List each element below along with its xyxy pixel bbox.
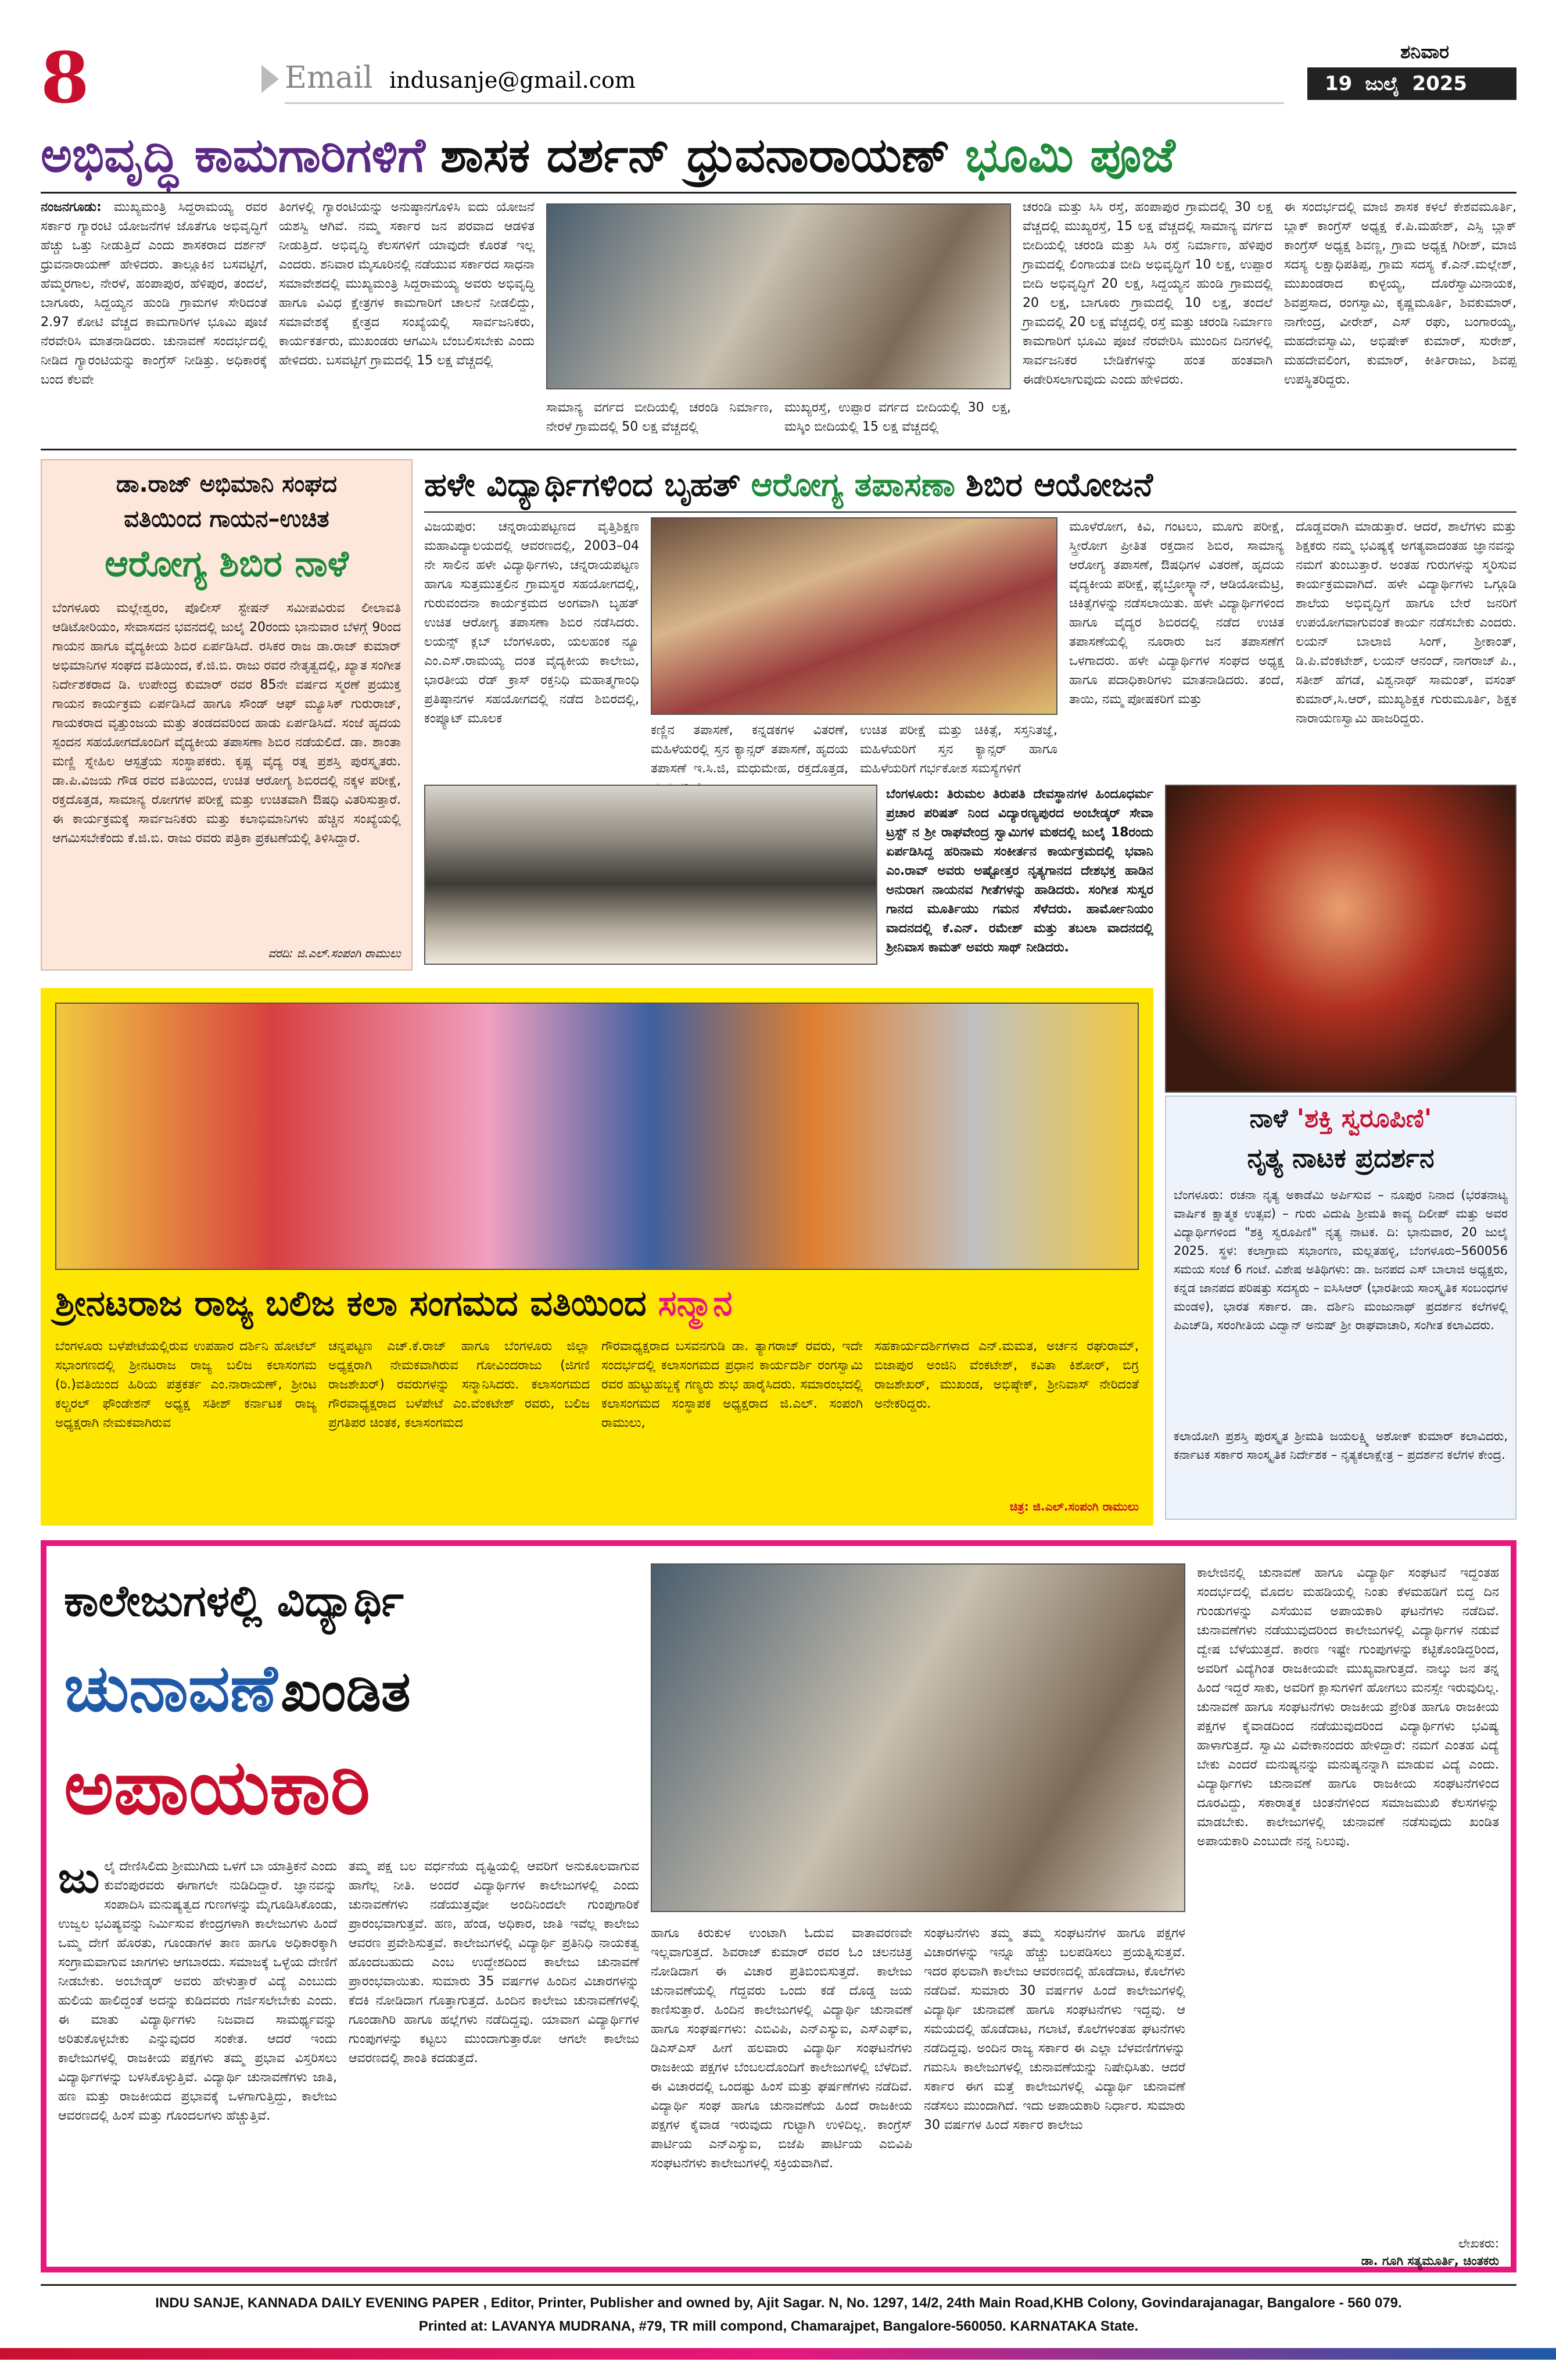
story3-col4: ಮೂಳೆರೋಗ, ಕಿವಿ, ಗಂಟಲು, ಮೂಗು ಪರೀಕ್ಷೆ, ಸ್ತ್ರೀರೋಗ ಪ್ರೀತಿತ ರಕ್ತದಾನ ಶಿಬಿರ, ಸಾಮಾನ್ಯ ಆರೋಗ್ಯ ತಪಾಸಣೆ, ಔಷಧಿಗಳ ವಿತರಣೆ, ಹೃದಯ ವೈದ್ಯಕೀಯ ಪರೀಕ್ಷೆ, ಫೈಬ್ರೋಸ್ಕ್ಯಾನ್, ಆಡಿಯೋಮೆಟ್ರಿ, ಚಿಕಿತ್ಸೆಗಳನ್ನು ನಡೆಸಲಾಯಿತು. ಹಳೇ ವಿದ್ಯಾರ್ಥಿಗಳಿಂದ ಹಾಗೂ ವೈದ್ಯರ ಶಿಬಿರದಲ್ಲಿ ನಡೆದ ಉಚಿತ ತಪಾಸಣೆಯಲ್ಲಿ ನೂರಾರು ಜನ ತಪಾಸಣೆಗೆ ಒಳಗಾದರು. ಹಳೇ ವಿದ್ಯಾರ್ಥಿಗಳ ಸಂಘದ ಅಧ್ಯಕ್ಷ ಹಾಗೂ ಪದಾಧಿಕಾರಿಗಳು ಮಾತನಾಡಿದರು. ತಂದೆ, ತಾಯಿ, ನಮ್ಮ ಪೋಷಕರಿಗೆ ಮತ್ತು bbox=[1069, 520, 1284, 707]
story7-col3: ಹಾಗೂ ಕಿರುಕುಳ ಉಂಟಾಗಿ ಓದುವ ವಾತಾವರಣವೇ ಇಲ್ಲವಾಗುತ್ತದೆ. ಶಿವರಾಜ್ ಕುಮಾರ್ ರವರ ಓಂ ಚಲನಚಿತ್ರ ನೋಡಿದಾಗ ಈ ವಿಚಾರ ಪ್ರತಿಬಿಂಬಿಸುತ್ತದೆ. ಕಾಲೇಜು ಚುನಾವಣೆಯಲ್ಲಿ ಗೆದ್ದವರು ಒಂದು ಕಡೆ ದೊಡ್ಡ ಜಯ ಕಾಣಿಸುತ್ತಾರೆ. ಹಿಂದಿನ ಕಾಲೇಜುಗಳಲ್ಲಿ ವಿದ್ಯಾರ್ಥಿ ಚುನಾವಣೆ ಹಾಗೂ ಸಂಘರ್ಷಗಳು: ಎಬಿವಿಪಿ, ಎನ್ಎಸ್ಯುಐ, ಎಸ್ಎಫ್ಐ, ಡಿಎಸ್ಎಸ್ ಹೀಗೆ ಹಲವಾರು ವಿದ್ಯಾರ್ಥಿ ಸಂಘಟನೆಗಳು ರಾಜಕೀಯ ಪಕ್ಷಗಳ ಬೆಂಬಲದೊಂದಿಗೆ ಕಾಲೇಜುಗಳಲ್ಲಿ ಬೆಳೆದಿವೆ. ಈ ವಿಚಾರದಲ್ಲಿ ಒಂದಷ್ಟು ಹಿಂಸೆ ಮತ್ತು ಘರ್ಷಣೆಗಳು ನಡೆದಿವೆ. ವಿದ್ಯಾರ್ಥಿ ಸಂಘ ಹಾಗೂ ಚುನಾವಣೆಯ ಹಿಂದೆ ರಾಜಕೀಯ ಪಕ್ಷಗಳ ಕೈವಾಡ ಇರುವುದು ಗುಟ್ಟಾಗಿ ಉಳಿದಿಲ್ಲ. ಕಾಂಗ್ರೆಸ್ ಪಾರ್ಟಿಯ ಎನ್ಎಸ್ಯುಐ, ಬಿಜೆಪಿ ಪಾರ್ಟಿಯ ಎಬಿವಿಪಿ ಸಂಘಟನೆಗಳು ಕಾಲೇಜುಗಳಲ್ಲಿ ಸಕ್ರಿಯವಾಗಿವೆ. bbox=[651, 1926, 912, 2171]
story6-photo bbox=[55, 1003, 1139, 1270]
day-name: ಶನಿವಾರ bbox=[1400, 41, 1450, 63]
date-year: 2025 bbox=[1412, 72, 1468, 95]
footer-color-bar bbox=[0, 2348, 1556, 2360]
story3-headline-b: ಆರೋಗ್ಯ ತಪಾಸಣಾ bbox=[751, 466, 956, 504]
story7-byline bbox=[1197, 2235, 1499, 2270]
story1-headline-c: ಭೂಮಿ ಪೂಜೆ bbox=[965, 127, 1175, 183]
story3-photo bbox=[651, 517, 1057, 715]
story7-headline-2b: ಖಂಡಿತ bbox=[280, 1659, 411, 1724]
story7-col1 bbox=[58, 1853, 337, 2258]
footer-rule bbox=[41, 2284, 1516, 2286]
story3-col5: ದೊಡ್ಡವರಾಗಿ ಮಾಡುತ್ತಾರೆ. ಆದರೆ, ಶಾಲೆಗಳು ಮತ್ತು ಶಿಕ್ಷಕರು ನಮ್ಮ ಭವಿಷ್ಯಕ್ಕೆ ಅಗತ್ಯವಾದಂತಹ ಜ್ಞಾನವನ್ನು ನಮಗೆ ತುಂಬುತ್ತಾರೆ. ಅಂತಹ ಗುರುಗಳನ್ನು ಸ್ಮರಿಸುವ ಕಾರ್ಯಕ್ರಮವಾಗಿದೆ. ಹಳೇ ವಿದ್ಯಾರ್ಥಿಗಳು ಒಗ್ಗೂಡಿ ಶಾಲೆಯ ಅಭಿವೃದ್ಧಿಗೆ ಹಾಗೂ ಬೇರೆ ಜನರಿಗೆ ಉಪಯೋಗವಾಗುವಂತೆ ಕಾರ್ಯ ನಡೆಸಬೇಕು ಎಂದರು. ಲಯನ್ ಬಾಲಾಜಿ ಸಿಂಗ್, ಶ್ರೀಕಾಂತ್, ಡಿ.ಪಿ.ವೆಂಕಟೇಶ್, ಲಯನ್ ಆನಂದ್, ನಾಗರಾಜ್ ಪಿ., ಸತೀಶ್ ಹೆಗಡೆ, ವಿಶ್ವನಾಥ್ ಸಾಮಂತ್, ವಸಂತ್ ಕುಮಾರ್,ಸಿ.ಆರ್, ಮುಖ್ಯಶಿಕ್ಷಕ ಗುರುಮೂರ್ತಿ, ಶಿಕ್ಷಕ ನಾರಾಯಣಸ್ವಾಮಿ ಹಾಜರಿದ್ದರು. bbox=[1296, 520, 1516, 726]
story2-headline: ಆರೋಗ್ಯ ಶಿಬಿರ ನಾಳೆ bbox=[105, 542, 349, 585]
story1-headline-a: ಅಭಿವೃದ್ಧಿ ಕಾಮಗಾರಿಗಳಿಗೆ bbox=[41, 127, 425, 183]
story7-headline-2 bbox=[64, 1645, 645, 1751]
footer-line1: INDU SANJE, KANNADA DAILY EVENING PAPER , Editor, Printer, Publisher and owned by, Ajit Sagar. N, No. 1297, 14/2, 24th Main Road,KHB Colony, Govindarajanagar, Bangalore - 560 079. bbox=[155, 2295, 1402, 2311]
footer-line2: Printed at: LAVANYA MUDRANA, #79, TR mill compond, Chamarajpet, Bangalore-560050. KARNATAKA State. bbox=[418, 2318, 1139, 2334]
story6-col4: ಸಹಕಾರ್ಯದರ್ಶಿಗಳಾದ ಎನ್.ಮಮತ, ಅರ್ಚನ ರಘುರಾಮ್, ಬಿಜಾಪುರ ಅಂಜಿನಿ ವೆಂಕಟೇಶ್, ಕವಿತಾ ಕಿಶೋರ್, ಬಿಗ್ರ ರಾಜಶೇಖರ್, ಮುಖಂಡ, ಅಭಿಷ್ಠೇಕ್, ಶ್ರೀನಿವಾಸ್ ನೇರಿದಂತೆ ಅನೇಕರಿದ್ದರು. bbox=[874, 1339, 1139, 1411]
story6-headline-b: ಸನ್ಮಾನ bbox=[658, 1283, 733, 1324]
story4-body: ಬೆಂಗಳೂರು: ತಿರುಮಲ ತಿರುಪತಿ ದೇವಸ್ಥಾನಗಳ ಹಿಂದೂಧರ್ಮ ಪ್ರಚಾರ ಪರಿಷತ್ ನಿಂದ ವಿದ್ಯಾರಣ್ಯಪುರದ ಅಂಬೇಡ್ಕರ್ ಸೇವಾ ಟ್ರಸ್ಟ್ ನ ಶ್ರೀ ರಾಘವೇಂದ್ರ ಸ್ವಾಮಿಗಳ ಮಠದಲ್ಲಿ ಜುಲೈ 18ರಂದು ಏರ್ಪಡಿಸಿದ್ದ ಹರಿನಾಮ ಸಂಕೀರ್ತನ ಕಾರ್ಯಕ್ರಮದಲ್ಲಿ ಭವಾನಿ ಎಂ.ರಾವ್ ಅವರು ಅಷ್ಟೋತ್ತರ ನೃತ್ಯಗಾನದ ದೇಶಭಕ್ತ ಹಾಡಿನ ಅನುರಾಗ ನಾಯನವ ಗೀತೆಗಳನ್ನು ಹಾಡಿದರು. ಸಂಗೀತ ಸುಸ್ವರ ಗಾನದ ಮೂರ್ತಿಯು ಗಮನ ಸೆಳೆದರು. ಹಾರ್ಮೋನಿಯಂ ವಾದನದಲ್ಲಿ ಕೆ.ಎನ್. ರಮೇಶ್ ಮತ್ತು ತಬಲಾ ವಾದನದಲ್ಲಿ ಶ್ರೀನಿವಾಸ ಕಾಮತ್ ಅವರು ಸಾಥ್ ನೀಡಿದರು. bbox=[886, 787, 1153, 955]
story2-kicker-1: ಡಾ.ರಾಜ್ ಅಭಿಮಾನಿ ಸಂಘದ bbox=[116, 471, 338, 498]
story1-col1-text: ಮುಖ್ಯಮಂತ್ರಿ ಸಿದ್ದರಾಮಯ್ಯ ರವರ ಸರ್ಕಾರ ಗ್ಯಾರಂಟಿ ಯೋಜನೆಗಳ ಜೊತೆಗೂ ಅಭಿವೃದ್ಧಿಗೆ ಹೆಚ್ಚು ಒತ್ತು ನೀಡುತ್ತಿದೆ ಎಂದು ಶಾಸಕರಾದ ದರ್ಶನ್ ಧ್ರುವನಾರಾಯಣ್ ಹೇಳಿದರು. ತಾಲ್ಲೂಕಿನ ಬಸವಟ್ಟಿಗೆ, ಹೆಮ್ಮರಗಾಲ, ನೇರಳೆ, ಹಂಪಾಪುರ, ಹೆಳಿಪುರ, ತಂದಲೆ, ಬಾಗೂರು, ಸಿದ್ದಯ್ಯನ ಹುಂಡಿ ಗ್ರಾಮಗಳ ಸೇರಿದಂತೆ 2.97 ಕೋಟಿ ವೆಚ್ಚದ ಕಾಮಗಾರಿಗಳ ಭೂಮಿ ಪೂಜೆ ನೆರವೇರಿಸಿ ಮಾತನಾಡಿದರು. ಚುನಾವಣೆ ಸಂದರ್ಭದಲ್ಲಿ ನೀಡಿದ ಗ್ಯಾರಂಟಿಯನ್ನು ಕಾಂಗ್ರೆಸ್ ನೀಡಿತ್ತು. ಅಧಿಕಾರಕ್ಕೆ ಬಂದ ಕೆಲವೇ bbox=[41, 200, 267, 387]
story2-credit: ವರದಿ: ಜಿ.ಎಲ್.ಸಂಪಂಗಿ ರಾಮುಲು bbox=[268, 946, 401, 960]
story2-kicker-2: ವತಿಯಿಂದ ಗಾಯನ–ಉಚಿತ bbox=[124, 506, 329, 532]
story1-col2: ತಿಂಗಳಲ್ಲಿ ಗ್ಯಾರಂಟಿಯನ್ನು ಅನುಷ್ಠಾನಗೊಳಿಸಿ ಐದು ಯೋಜನೆ ಯಶಸ್ವಿ ಆಗಿವೆ. ನಮ್ಮ ಸರ್ಕಾರ ಜನ ಪರವಾದ ಆಡಳಿತ ನೀಡುತ್ತಿದೆ. ಅಭಿವೃದ್ಧಿ ಕೆಲಸಗಳಿಗೆ ಯಾವುದೇ ಕೊರತೆ ಇಲ್ಲ ಎಂದರು. ಶನಿವಾರ ಮೈಸೂರಿನಲ್ಲಿ ನಡೆಯುವ ಸರ್ಕಾರದ ಸಾಧನಾ ಸಮಾವೇಶದಲ್ಲಿ ಮುಖ್ಯಮಂತ್ರಿ ಸಿದ್ದರಾಮಯ್ಯ ಅವರು ಅಭಿವೃದ್ಧಿ ಹಾಗೂ ವಿವಿಧ ಕ್ಷೇತ್ರಗಳ ಕಾಮಗಾರಿಗೆ ಚಾಲನೆ ನೀಡಲಿದ್ದು, ಸಮಾವೇಶಕ್ಕೆ ಕ್ಷೇತ್ರದ ಸಂಖ್ಯೆಯಲ್ಲಿ ಸಾರ್ವಜನಿಕರು, ಕಾರ್ಯಕರ್ತರು, ಮುಖಂಡರು ಆಗಮಿಸಿ ಬೆಂಬಲಿಸಬೇಕು ಎಂದು ಹೇಳಿದರು. ಬಸವಟ್ಟಿಗೆ ಗ್ರಾಮದಲ್ಲಿ 15 ಲಕ್ಷ ವೆಚ್ಚದಲ್ಲಿ bbox=[279, 200, 535, 368]
date-month: ಜುಲೈ bbox=[1365, 72, 1400, 95]
story1-col4: ಮುಖ್ಯರಸ್ತೆ, ಉಪ್ಪಾರ ವರ್ಗದ ಬೀದಿಯಲ್ಲಿ 30 ಲಕ್ಷ, ಮಸ್ಕಿಂ ಬೀದಿಯಲ್ಲಿ 15 ಲಕ್ಷ ವೆಚ್ಚದಲ್ಲಿ bbox=[784, 400, 1011, 434]
story7-dropcap: ಜು bbox=[58, 1853, 100, 1902]
story6-credit: ಚಿತ್ರ: ಜಿ.ಎಲ್.ಸಂಪಂಗಿ ರಾಮುಲು bbox=[1009, 1499, 1139, 1513]
story3-headline bbox=[424, 462, 1516, 509]
email-label: Email bbox=[285, 60, 373, 95]
story3-headline-a: ಹಳೇ ವಿದ್ಯಾರ್ಥಿಗಳಿಂದ ಬೃಹತ್ bbox=[424, 466, 741, 504]
story7-author-label: ಲೇಖಕರು: bbox=[1458, 2236, 1499, 2250]
story3-col2: ಕಣ್ಣಿನ ತಪಾಸಣೆ, ಕನ್ನಡಕಗಳ ವಿತರಣೆ, ಮಹಿಳೆಯರಲ್ಲಿ ಸ್ತನ ಕ್ಯಾನ್ಸರ್ ತಪಾಸಣೆ, ಹೃದಯ ತಪಾಸಣೆ ಇ.ಸಿ.ಜಿ, ಮಧುಮೇಹ, ರಕ್ತದೊತ್ತಡ, bbox=[651, 723, 848, 776]
story1-photo bbox=[546, 203, 1011, 389]
story5-kicker-a: ನಾಳೆ bbox=[1249, 1104, 1288, 1133]
story3-rule bbox=[424, 511, 1516, 513]
story3-col1: ವಿಜಯಪುರ: ಚನ್ನರಾಯಪಟ್ಟಣದ ವೃತ್ತಿಶಿಕ್ಷಣ ಮಹಾವಿದ್ಯಾಲಯದಲ್ಲಿ ಆವರಣದಲ್ಲಿ, 2003–04 ನೇ ಸಾಲಿನ ಹಳೇ ವಿದ್ಯಾರ್ಥಿಗಳು, ಚನ್ನರಾಯಪಟ್ಟಣ ಹಾಗೂ ಸುತ್ತಮುತ್ತಲಿನ ಗ್ರಾಮಸ್ಥರ ಸಹಯೋಗದಲ್ಲಿ, ಗುರುವಂದನಾ ಕಾರ್ಯಕ್ರಮದ ಅಂಗವಾಗಿ ಬೃಹತ್ ಉಚಿತ ಆರೋಗ್ಯ ತಪಾಸಣಾ ಶಿಬಿರ ನಡೆಸಿದರು. ಲಯನ್ಸ್ ಕ್ಲಬ್ ಬೆಂಗಳೂರು, ಯಲಹಂಕ ನ್ಯೂ ಎಂ.ಎಸ್.ರಾಮಯ್ಯ ದಂತ ವೈದ್ಯಕೀಯ ಕಾಲೇಜು, ಭಾರತೀಯ ರೆಡ್ ಕ್ರಾಸ್ ರಕ್ತನಿಧಿ ಮಹಾತ್ಮಗಾಂಧಿ ಪ್ರತಿಷ್ಠಾನಗಳ ಸಹಯೋಗದಲ್ಲಿ ನಡೆದ ಶಿಬಿರದಲ್ಲಿ, ಕಂಪ್ಯೂಟ್ ಮೂಲಕ bbox=[424, 520, 639, 726]
story2-body: ಬೆಂಗಳೂರು ಮಲ್ಲೇಶ್ವರಂ, ಪೊಲೀಸ್ ಸ್ಟೇಷನ್ ಸಮೀಪವಿರುವ ಲೀಲಾವತಿ ಆಡಿಟೋರಿಯಂ, ಸೇವಾಸದನ ಭವನದಲ್ಲಿ ಜುಲೈ 20ರಂದು ಭಾನುವಾರ ಬೆಳಗ್ಗೆ 9ರಿಂದ ಗಾಯನ ಹಾಗೂ ವೈದ್ಯಕೀಯ ಶಿಬಿರ ಏರ್ಪಡಿಸಿದೆ. ರಸಿಕರ ರಾಜ ಡಾ.ರಾಜ್ ಕುಮಾರ್ ಅಭಿಮಾನಿಗಳ ಸಂಘದ ವತಿಯಿಂದ, ಕೆ.ಜಿ.ಬಿ. ರಾಜು ರವರ ನೇತೃತ್ವದಲ್ಲಿ, ಖ್ಯಾತ ಸಂಗೀತ ನಿರ್ದೇಶಕರಾದ ಡಿ. ಉಪೇಂದ್ರ ಕುಮಾರ್ ರವರ 85ನೇ ವರ್ಷದ ಸ್ಮರಣೆ ಪ್ರಯುಕ್ತ ಗಾಯನ ಕಾರ್ಯಕ್ರಮ ಏರ್ಪಡಿಸಿದೆ ಹಾಗೂ ಸೌಂಡ್ ಆಫ್ ಮ್ಯೂಸಿಕ್ ಗುರುರಾಜ್, ಗಾಯಕರಾದ ವೃತ್ತುಂಜಯ ಮತ್ತು ತಂಡದವರಿಂದ ಹಾಡು ಏರ್ಪಡಿಸಿದೆ. ಸಂಜೆ ಹೃದಯ ಸ್ಪಂದನ ಸಹಯೋಗದೊಂದಿಗೆ ವೈದ್ಯಕೀಯ ತಪಾಸಣಾ ಶಿಬಿರ ನಡೆಯಲಿದೆ. ಡಾ. ಶಾಂತಾ ಮಣ್ಣಿ ಸ್ನೇಹಿಲ ಆಸ್ಪತ್ರೆಯ ಸಂಸ್ಥಾಪಕರು. ಕೃಷ್ಣ ವೈದ್ಯ ರತ್ನ ಪ್ರಶಸ್ತಿ ಪುರಸ್ಕೃತರು. ಡಾ.ಪಿ.ವಿಜಯ ಗೌಡ ರವರ ವತಿಯಿಂದ, ಉಚಿತ ಆರೋಗ್ಯ ಶಿಬಿರದಲ್ಲಿ ನಕ್ಕಳ ಪರೀಕ್ಷೆ, ರಕ್ತದೊತ್ತಡ, ಸಾಮಾನ್ಯ ರೋಗಗಳ ಪರೀಕ್ಷೆ ಮತ್ತು ಉಚಿತವಾಗಿ ಔಷಧಿ ವಿತರಿಸುತ್ತಾರೆ. ಈ ಕಾರ್ಯಕ್ರಮಕ್ಕೆ ಸಾರ್ವಜನಿಕರು ಮತ್ತು ಕಲಾಭಿಮಾನಿಗಳು ಹೆಚ್ಚಿನ ಸಂಖ್ಯೆಯಲ್ಲಿ ಆಗಮಿಸಬೇಕೆಂದು ಕೆ.ಜಿ.ಬಿ. ರಾಜು ರವರು ಪತ್ರಿಕಾ ಪ್ರಕಟಣೆಯಲ್ಲಿ ತಿಳಿಸಿದ್ದಾರೆ. bbox=[52, 601, 401, 846]
story7-photo bbox=[651, 1563, 1185, 1912]
story1-col1 bbox=[41, 198, 267, 442]
story6-col2: ಚನ್ನಪಟ್ಟಣ ಎಚ್.ಕೆ.ರಾಜ್ ಹಾಗೂ ಬೆಂಗಳೂರು ಜಿಲ್ಲಾ ಅಧ್ಯಕ್ಷರಾಗಿ ನೇಮಕವಾಗಿರುವ ಗೋವಿಂದರಾಜು (ಜಿಗಣಿ ರಾಜಶೇಖರ್) ರವರುಗಳನ್ನು ಸನ್ಮಾನಿಸಿದರು. ಕಲಾಸಂಗಮದ ಗೌರವಾಧ್ಯಕ್ಷರಾದ ಬಳೆಪೇಟೆ ಎಂ.ವೆಂಕಟೇಶ್ ರವರು, ಬಲಿಜ ಪ್ರಗತಿಪರ ಚಿಂತಕ, ಕಲಾಸಂಗಮದ bbox=[328, 1339, 590, 1430]
date-box bbox=[1307, 67, 1516, 100]
story1-col6: ಈ ಸಂದರ್ಭದಲ್ಲಿ ಮಾಜಿ ಶಾಸಕ ಕಳಲೆ ಕೇಶವಮೂರ್ತಿ, ಬ್ಲಾಕ್ ಕಾಂಗ್ರೆಸ್ ಅಧ್ಯಕ್ಷ ಕೆ.ಪಿ.ಮಹೇಶ್, ಎಸ್ಸಿ ಬ್ಲಾಕ್ ಕಾಂಗ್ರೆಸ್ ಅಧ್ಯಕ್ಷ ಶಿವಣ್ಣ, ಗ್ರಾಮ ಅಧ್ಯಕ್ಷ ಗಿರೀಶ್, ಮಾಜಿ ಸದಸ್ಯ ಲಕ್ಷಾಧಿಪತಿಪ್ಪ, ಗ್ರಾಮ ಸದಸ್ಯ ಕೆ.ಎನ್.ಮಲ್ಲೇಶ್, ಮುಖಂಡರಾದ ಕುಳ್ಳಯ್ಯ, ದೊರೆಸ್ವಾಮಿನಾಯಕ, ಶಿವಪ್ರಸಾದ, ರಂಗಸ್ವಾಮಿ, ಕೃಷ್ಣಮೂರ್ತಿ, ಶಿವಕುಮಾರ್, ನಾಗೇಂದ್ರ, ವೀರೇಶ್, ಎಸ್ ರಘು, ಬಂಗಾರಯ್ಯ, ಮಹದೇವಸ್ವಾಮಿ, ಅಭಿಷೇಕ್ ಕುಮಾರ್, ಸುರೇಶ್, ಮಹದೇವಲಿಂಗ, ಕುಮಾರ್, ಕೀರ್ತಿರಾಜು, ಶಿವಪ್ಪ ಉಪಸ್ಥಿತರಿದ್ದರು. bbox=[1284, 200, 1516, 387]
email-address: indusanje@gmail.com bbox=[389, 67, 636, 93]
story7-headline-3: ಅಪಾಯಕಾರಿ bbox=[64, 1743, 371, 1831]
email-arrow-icon bbox=[261, 65, 279, 93]
story5-headline: ನೃತ್ಯ ನಾಟಕ ಪ್ರದರ್ಶನ bbox=[1247, 1142, 1435, 1173]
story1-col3: ಸಾಮಾನ್ಯ ವರ್ಗದ ಬೀದಿಯಲ್ಲಿ ಚರಂಡಿ ನಿರ್ಮಾಣ, ನೇರಳೆ ಗ್ರಾಮದಲ್ಲಿ 50 ಲಕ್ಷ ವೆಚ್ಚದಲ್ಲಿ bbox=[546, 400, 773, 434]
story6-headline bbox=[55, 1279, 1139, 1329]
story1-col5: ಚರಂಡಿ ಮತ್ತು ಸಿಸಿ ರಸ್ತೆ, ಹಂಪಾಪುರ ಗ್ರಾಮದಲ್ಲಿ 30 ಲಕ್ಷ ವೆಚ್ಚದಲ್ಲಿ ಮುಖ್ಯರಸ್ತೆ, 15 ಲಕ್ಷ ವೆಚ್ಚದಲ್ಲಿ ಸಾಮಾನ್ಯ ವರ್ಗದ ಬೀದಿಯಲ್ಲಿ ಚರಂಡಿ ಮತ್ತು ಸಿಸಿ ರಸ್ತೆ ನಿರ್ಮಾಣ, ಹೆಳಿಪುರ ಗ್ರಾಮದಲ್ಲಿ ಲಿಂಗಾಯತ ಬೀದಿ ಅಭಿವೃದ್ಧಿಗೆ 10 ಲಕ್ಷ, ಉಪ್ಪಾರ ಬೀದಿ ಅಭಿವೃದ್ಧಿಗೆ 20 ಲಕ್ಷ, ಸಿದ್ದಯ್ಯನ ಹುಂಡಿ ಗ್ರಾಮದಲ್ಲಿ 20 ಲಕ್ಷ, ಬಾಗೂರು ಗ್ರಾಮದಲ್ಲಿ 10 ಲಕ್ಷ, ತಂದಲೆ ಗ್ರಾಮದಲ್ಲಿ 20 ಲಕ್ಷ ವೆಚ್ಚದಲ್ಲಿ ರಸ್ತೆ ಮತ್ತು ಚರಂಡಿ ನಿರ್ಮಾಣ ಕಾಮಗಾರಿಗೆ ಭೂಮಿ ಪೂಜೆ ನೆರವೇರಿಸಿ ಮುಂದಿನ ದಿನಗಳಲ್ಲಿ ಸಾರ್ವಜನಿಕರ ಬೇಡಿಕೆಗಳನ್ನು ಹಂತ ಹಂತವಾಗಿ ಈಡೇರಿಸಲಾಗುವುದು ಎಂದು ಹೇಳಿದರು. bbox=[1023, 200, 1272, 387]
masthead-rule bbox=[285, 102, 1284, 104]
story7-col2: ತಮ್ಮ ಪಕ್ಷ ಬಲ ವರ್ಧನೆಯ ದೃಷ್ಟಿಯಲ್ಲಿ ಆವರಿಗೆ ಅನುಕೂಲವಾಗುವ ಹಾಗೆಲ್ಲ ನೀತಿ. ಅಂದರೆ ವಿದ್ಯಾರ್ಥಿಗಳ ಕಾಲೇಜುಗಳಲ್ಲಿ ಎಂದು ಚುನಾವಣೆಗಳು ನಡೆಯುತ್ತವೋ ಅಂದಿನಿಂದಲೇ ಗುಂಪುಗಾರಿಕೆ ಪ್ರಾರಂಭವಾಗುತ್ತವೆ. ಹಣ, ಹೆಂಡ, ಅಧಿಕಾರ, ಜಾತಿ ಇವೆಲ್ಲ ಕಾಲೇಜು ಆವರಣ ಪ್ರವೇಶಿಸುತ್ತವೆ. ಕಾಲೇಜುಗಳಲ್ಲಿ ವಿದ್ಯಾರ್ಥಿ ಪ್ರತಿನಿಧಿ ನಾಯಕತ್ವ ಹೊಂದಬಹುದು ಎಂಬ ಉದ್ದೇಶದಿಂದ ಕಾಲೇಜು ಚುನಾವಣೆ ಪ್ರಾರಂಭವಾಯಿತು. ಸುಮಾರು 35 ವರ್ಷಗಳ ಹಿಂದಿನ ವಿಚಾರಗಳನ್ನು ಕೆದಕಿ ನೋಡಿದಾಗ ಗೊತ್ತಾಗುತ್ತದೆ. ಹಿಂದಿನ ಕಾಲೇಜು ಚುನಾವಣೆಗಳಲ್ಲಿ ಗೂಂಡಾಗಿರಿ ಹಾಗೂ ಹಲ್ಲೆಗಳು ನಡೆದಿದ್ದವು. ಯಾವಾಗ ವಿದ್ಯಾರ್ಥಿಗಳ ಗುಂಪುಗಳನ್ನು ಕಟ್ಟಲು ಮುಂದಾಗುತ್ತಾರೋ ಆಗಲೇ ಕಾಲೇಜು ಆವರಣದಲ್ಲಿ ಶಾಂತಿ ಕದಡುತ್ತದೆ. bbox=[349, 1859, 639, 2066]
story4-photo bbox=[424, 785, 877, 965]
story5-photo bbox=[1165, 785, 1516, 1093]
page-number: 8 bbox=[41, 37, 89, 119]
story7-author: ಡಾ. ಗೂಗಿ ಸತ್ಯಮೂರ್ತಿ, ಚಿಂತಕರು bbox=[1361, 2254, 1499, 2268]
story5-kicker-b: 'ಶಕ್ತಿ ಸ್ವರೂಪಿಣಿ' bbox=[1296, 1104, 1432, 1133]
story5-kicker bbox=[1174, 1101, 1508, 1136]
story7-col4: ಸಂಘಟನೆಗಳು ತಮ್ಮ ತಮ್ಮ ಸಂಘಟನೆಗಳ ಹಾಗೂ ಪಕ್ಷಗಳ ವಿಚಾರಗಳನ್ನು ಇನ್ನೂ ಹೆಚ್ಚು ಬಲಪಡಿಸಲು ಪ್ರಯತ್ನಿಸುತ್ತವೆ. ಇದರ ಫಲವಾಗಿ ಕಾಲೇಜು ಆವರಣದಲ್ಲಿ ಹೊಡೆದಾಟ, ಕೊಲೆಗಳು ನಡೆದಿವೆ. ಸುಮಾರು 30 ವರ್ಷಗಳ ಹಿಂದೆ ಕಾಲೇಜುಗಳಲ್ಲಿ ವಿದ್ಯಾರ್ಥಿ ಚುನಾವಣೆ ಹಾಗೂ ಸಂಘಟನೆಗಳು ಇದ್ದವು. ಆ ಸಮಯದಲ್ಲಿ ಹೊಡೆದಾಟ, ಗಲಾಟೆ, ಕೊಲೆಗಳಂತಹ ಘಟನೆಗಳು ನಡೆದಿದ್ದವು. ಅಂದಿನ ರಾಜ್ಯ ಸರ್ಕಾರ ಈ ಎಲ್ಲಾ ಬೆಳವಣಿಗೆಗಳನ್ನು ಗಮನಿಸಿ ಕಾಲೇಜುಗಳಲ್ಲಿ ಚುನಾವಣೆಯನ್ನು ನಿಷೇಧಿಸಿತು. ಆದರೆ ಸರ್ಕಾರ ಈಗ ಮತ್ತೆ ಕಾಲೇಜುಗಳಲ್ಲಿ ವಿದ್ಯಾರ್ಥಿ ಚುನಾವಣೆ ನಡೆಸಲು ಮುಂದಾಗಿದೆ. ಇದು ಅಪಾಯಕಾರಿ ನಿರ್ಧಾರ. ಸುಮಾರು 30 ವರ್ಷಗಳ ಹಿಂದೆ ಸರ್ಕಾರ ಕಾಲೇಜು bbox=[924, 1926, 1185, 2132]
story6-col1: ಬೆಂಗಳೂರು ಬಳೆಪೇಟೆಯಲ್ಲಿರುವ ಉಪಹಾರ ದರ್ಶಿನಿ ಹೋಟೆಲ್ ಸಭಾಂಗಣದಲ್ಲಿ ಶ್ರೀನಟರಾಜ ರಾಜ್ಯ ಬಲಿಜ ಕಲಾಸಂಗಮ (ರಿ.)ವತಿಯಿಂದ ಹಿರಿಯ ಪತ್ರಕರ್ತ ಎಂ.ನಾರಾಯಣ್, ಶ್ರೀಂಟ ಕಲ್ಚರಲ್ ಫೌಂಡೇಶನ್ ಅಧ್ಯಕ್ಷ ಸತೀಶ್ ಕರ್ನಾಟಕ ರಾಜ್ಯ ಅಧ್ಯಕ್ಷರಾಗಿ ನೇಮಕವಾಗಿರುವ bbox=[55, 1339, 317, 1430]
story1-bottom-rule bbox=[41, 449, 1516, 450]
story5-body2: ಕಲಾಯೋಗಿ ಪ್ರಶಸ್ತಿ ಪುರಸ್ಕೃತ ಶ್ರೀಮತಿ ಜಯಲಕ್ಷ್ಮಿ ಅಶೋಕ್ ಕುಮಾರ್ ಕಲಾವಿದರು, ಕರ್ನಾಟಕ ಸರ್ಕಾರ ಸಾಂಸ್ಕೃತಿಕ ನಿರ್ದೇಶಕ – ನೃತ್ಯಕಲಾಕ್ಷೇತ್ರ – ಪ್ರದರ್ಶನ ಕಲೆಗಳ ಕೇಂದ್ರ. bbox=[1174, 1429, 1508, 1462]
story7-col1-text: ಲೈ ದೇಣಿಸಿಲಿದು ಶ್ರೀಮುಗಿದು ಒಳಗೆ ಬಾ ಯಾತ್ರಿಕನೆ ಎಂದು ಕುವೆಂಪುರವರು ಈಗಾಗಲೇ ನುಡಿದಿದ್ದಾರೆ. ಜ್ಞಾನವನ್ನು ಸಂಪಾದಿಸಿ ಮನುಷ್ಯತ್ವದ ಗುಣಗಳನ್ನು ಮೈಗೂಡಿಸಿಕೊಂಡು, ಉಜ್ವಲ ಭವಿಷ್ಯವನ್ನು ನಿರ್ಮಿಸುವ ಕೇಂದ್ರಗಳಾಗಿ ಕಾಲೇಜುಗಳು ಹಿಂದೆ ಒಮ್ಮ ದೇಗೆ ಹೊರತು, ಗೂಂಡಾಗಳ ತಾಣ ಹಾಗೂ ಅಧಿಕಾರಕ್ಕಾಗಿ ಸಂಗ್ರಾಮವಾಗುವ ಜಾಗಗಳು ಆಗಬಾರದು. ಸಮಾಜಕ್ಕೆ ಒಳ್ಳೆಯ ದೇಣಿಗೆ ನೀಡಬೇಕು. ಅಂಬೇಡ್ಕರ್ ಅವರು ಹೇಳುತ್ತಾರೆ ವಿದ್ಯೆ ಎಂಬುದು ಹುಲಿಯ ಹಾಲಿದ್ದಂತೆ ಅದನ್ನು ಕುಡಿದವರು ಗರ್ಜಿಸಲೇಬೇಕು ಎಂದು. ಈ ಮಾತು ವಿದ್ಯಾರ್ಥಿಗಳು ನಿಜವಾದ ಸಾಮರ್ಥ್ಯವನ್ನು ಅರಿತುಕೊಳ್ಳಬೇಕು ಎನ್ನುವುದರ ಸಂಕೇತ. ಆದರೆ ಇಂದು ಕಾಲೇಜುಗಳಲ್ಲಿ ರಾಜಕೀಯ ಪಕ್ಷಗಳು ತಮ್ಮ ಪ್ರಭಾವ ವಿಸ್ತರಿಸಲು ವಿದ್ಯಾರ್ಥಿಗಳನ್ನು ಬಳಸಿಕೊಳ್ಳುತ್ತಿವೆ. ವಿದ್ಯಾರ್ಥಿ ಚುನಾವಣೆಗಳು ಜಾತಿ, ಹಣ ಮತ್ತು ರಾಜಕೀಯದ ಪ್ರಭಾವಕ್ಕೆ ಒಳಗಾಗುತ್ತಿದ್ದು, ಕಾಲೇಜು ಆವರಣದಲ್ಲಿ ಹಿಂಸೆ ಮತ್ತು ಗೊಂದಲಗಳು ಹೆಚ್ಚುತ್ತಿವೆ. bbox=[58, 1859, 337, 2123]
story7-col5: ಕಾಲೇಜಿನಲ್ಲಿ ಚುನಾವಣೆ ಹಾಗೂ ವಿದ್ಯಾರ್ಥಿ ಸಂಘಟನೆ ಇದ್ದಂತಹ ಸಂದರ್ಭದಲ್ಲಿ ಮೊದಲ ಮಹಡಿಯಲ್ಲಿ ನಿಂತು ಕೆಳಮಹಡಿಗೆ ಬಿದ್ದ ದಿನ ಗುಂಡುಗಳನ್ನು ಎಸೆಯುವ ಅಪಾಯಕಾರಿ ಘಟನೆಗಳು ನಡೆದಿವೆ. ಚುನಾವಣೆಗಳು ನಡೆಯುವುದರಿಂದ ಕಾಲೇಜುಗಳಲ್ಲಿ ವಿದ್ಯಾರ್ಥಿಗಳ ನಡುವೆ ದ್ವೇಷ ಬೆಳೆಯುತ್ತದೆ. ಕಾರಣ ಇಷ್ಟೇ ಗುಂಪುಗಳನ್ನು ಕಟ್ಟಿಕೊಂಡಿದ್ದರಿಂದ, ಅವರಿಗೆ ವಿದ್ಯೆಗಿಂತ ರಾಜಕೀಯವೇ ಮುಖ್ಯವಾಗುತ್ತದೆ. ನಾಲ್ಕು ಜನ ತನ್ನ ಹಿಂದೆ ಇದ್ದರೆ ಸಾಕು, ಅವರಿಗೆ ಕ್ಲಾಸುಗಳಿಗೆ ಹೋಗಲು ಮನಸ್ಸೇ ಇರುವುದಿಲ್ಲ. ಚುನಾವಣೆ ಹಾಗೂ ಸಂಘಟನೆಗಳು ರಾಜಕೀಯ ಪ್ರೇರಿತ ಹಾಗೂ ರಾಜಕೀಯ ಪಕ್ಷಗಳ ಕೈವಾಡದಿಂದ ನಡೆಯುವುದರಿಂದ ವಿದ್ಯಾರ್ಥಿಗಳು ಭವಿಷ್ಯ ಹಾಳಾಗುತ್ತದೆ. ಸ್ವಾಮಿ ವಿವೇಕಾನಂದರು ಹೇಳಿದ್ದಾರೆ: ನಮಗೆ ಎಂತಹ ವಿದ್ಯೆ ಬೇಕು ಎಂದರೆ ಮನುಷ್ಯನನ್ನು ಮನುಷ್ಯನನ್ನಾಗಿ ಮಾಡುವ ವಿದ್ಯೆ ಎಂದು. ವಿದ್ಯಾರ್ಥಿಗಳು ಚುನಾವಣೆ ಹಾಗೂ ರಾಜಕೀಯ ಸಂಘಟನೆಗಳಿಂದ ದೂರವಿದ್ದು, ಸಕಾರಾತ್ಮಕ ಚಿಂತನೆಗಳಿಂದ ಸಮಾಜಮುಖಿ ಕೆಲಸಗಳನ್ನು ಮಾಡಬೇಕು. ಕಾಲೇಜುಗಳಲ್ಲಿ ಚುನಾವಣೆ ನಡೆಸುವುದು ಖಂಡಿತ ಅಪಾಯಕಾರಿ ಎಂಬುದೇ ನನ್ನ ನಿಲುವು. bbox=[1197, 1566, 1499, 1849]
story1-rule bbox=[41, 192, 1516, 194]
story3-headline-c: ಶಿಬಿರ ಆಯೋಜನೆ bbox=[966, 466, 1153, 504]
story5-body: ಬೆಂಗಳೂರು: ರಚನಾ ನೃತ್ಯ ಅಕಾಡೆಮಿ ಅರ್ಪಿಸುವ – ನೂಪುರ ನಿನಾದ (ಭರತನಾಟ್ಯ ವಾರ್ಷಿಕ ಕ್ಷಾತ್ಮಕ ಉತ್ಸವ) – ಗುರು ವಿದುಷಿ ಶ್ರೀಮತಿ ಕಾವ್ಯ ದಿಲೀಪ್ ಮತ್ತು ಅವರ ವಿದ್ಯಾರ್ಥಿಗಳಿಂದ "ಶಕ್ತಿ ಸ್ವರೂಪಿಣಿ" ನೃತ್ಯ ನಾಟಕ. ದಿ: ಭಾನುವಾರ, 20 ಜುಲೈ 2025. ಸ್ಥಳ: ಕಲಾಗ್ರಾಮ ಸಭಾಂಗಣ, ಮಲ್ಲತಹಳ್ಳಿ, ಬೆಂಗಳೂರು–560056 ಸಮಯ ಸಂಜೆ 6 ಗಂಟೆ. ವಿಶೇಷ ಅತಿಥಿಗಳು: ಡಾ. ಜನಪದ ಎಸ್ ಬಾಲಾಜಿ ಅಧ್ಯಕ್ಷರು, ಕನ್ನಡ ಜಾನಪದ ಪರಿಷತ್ತು ಸದಸ್ಯರು – ಐಸಿಸಿಆರ್ (ಭಾರತೀಯ ಸಾಂಸ್ಕೃತಿಕ ಸಂಬಂಧಗಳ ಮಂಡಳಿ), ಭಾರತ ಸರ್ಕಾರ. ಡಾ. ದರ್ಶಿನಿ ಮಂಜುನಾಥ್ ಪ್ರದರ್ಶನ ಕಲೆಗಳಲ್ಲಿ ಪಿಎಚ್‌ಡಿ, ಸರಂಗೀತಿಯ ವಿದ್ವಾನ್ ಅನುಷ್ ಶ್ರೀ ರಾಘವಾಚಾರಿ, ಸಂಗೀತ ಕಲಾವಿದರು. bbox=[1174, 1188, 1508, 1332]
story1-dateline: ನಂಜನಗೂಡು: bbox=[41, 200, 102, 214]
masthead bbox=[41, 37, 1516, 119]
date-day: 19 bbox=[1325, 72, 1353, 95]
story1-headline-b: ಶಾಸಕ ದರ್ಶನ್ ಧ್ರುವನಾರಾಯಣ್ bbox=[440, 127, 950, 183]
story1-headline bbox=[41, 122, 1516, 189]
story7-headline-2a: ಚುನಾವಣೆ bbox=[64, 1651, 278, 1726]
story6-col3: ಗೌರವಾಧ್ಯಕ್ಷರಾದ ಬಸವನಗುಡಿ ಡಾ. ತ್ಯಾಗರಾಜ್ ರವರು, ಇದೇ ಸಂದರ್ಭದಲ್ಲಿ ಕಲಾಸಂಗಮದ ಪ್ರಧಾನ ಕಾರ್ಯದರ್ಶಿ ರಂಗಸ್ವಾಮಿ ರವರ ಹುಟ್ಟುಹಬ್ಬಕ್ಕೆ ಗಣ್ಯರು ಶುಭ ಹಾರೈಸಿದರು. ಸಮಾರಂಭದಲ್ಲಿ ಕಲಾಸಂಗಮದ ಸಂಸ್ಥಾಪಕ ಅಧ್ಯಕ್ಷರಾದ ಜಿ.ಎಲ್. ಸಂಪಂಗಿ ರಾಮುಲು, bbox=[601, 1339, 863, 1430]
story7-headline-1: ಕಾಲೇಜುಗಳಲ್ಲಿ ವಿದ್ಯಾರ್ಥಿ bbox=[64, 1576, 404, 1626]
story3-col3: ಉಚಿತ ಪರೀಕ್ಷೆ ಮತ್ತು ಚಿಕಿತ್ಸೆ, ಸಸ್ತನಿತಜ್ಞೆ, ಮಹಿಳೆಯರಿಗೆ ಸ್ತನ ಕ್ಯಾನ್ಸರ್ ಹಾಗೂ ಮಹಿಳೆಯರಿಗೆ ಗರ್ಭಕೋಶ ಸಮಸ್ಯೆಗಳಿಗೆ bbox=[860, 723, 1057, 776]
story6-headline-a: ಶ್ರೀನಟರಾಜ ರಾಜ್ಯ ಬಲಿಜ ಕಲಾ ಸಂಗಮದ ವತಿಯಿಂದ bbox=[55, 1283, 647, 1324]
